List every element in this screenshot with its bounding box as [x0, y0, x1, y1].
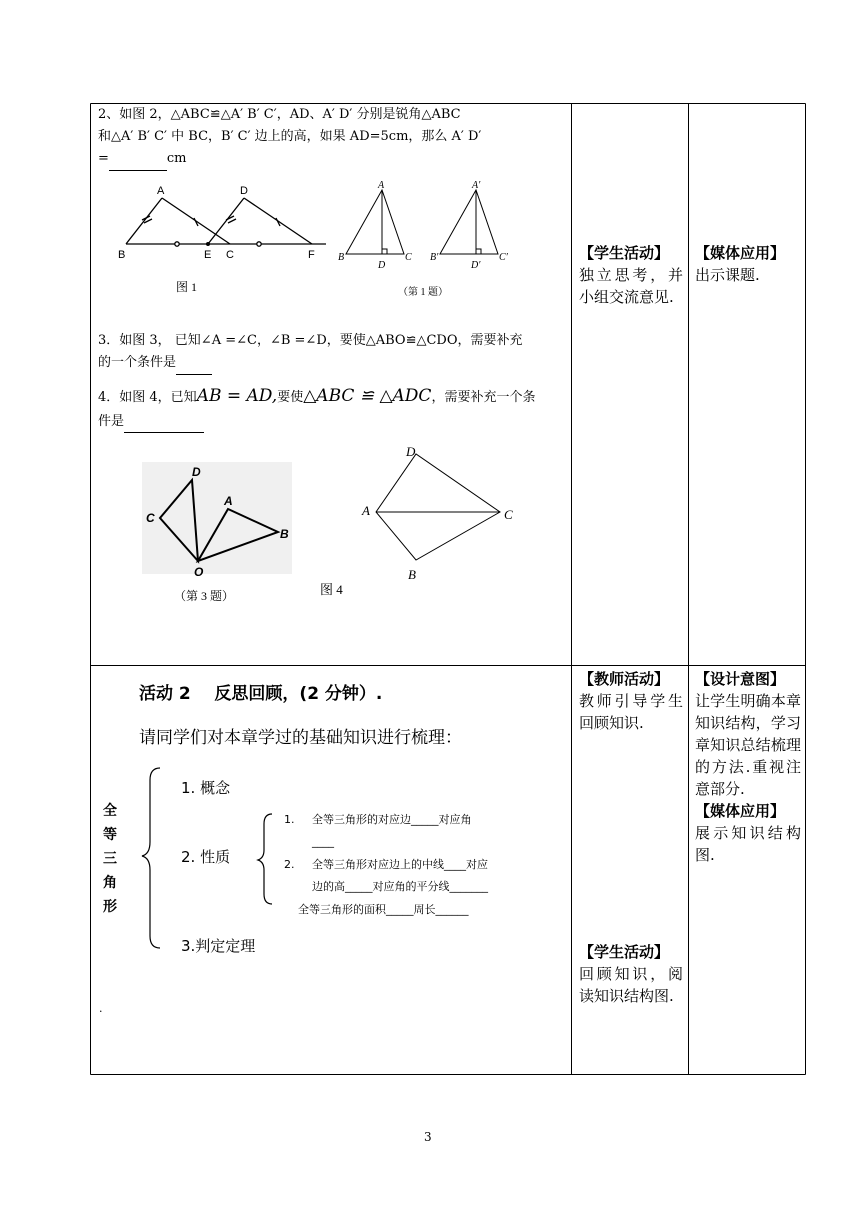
fig1-label-b: B — [118, 249, 126, 261]
fig3-label-b: B — [280, 527, 289, 541]
fig1-label-c: C — [226, 249, 234, 261]
mindmap-sub3: 全等三角形的面积_____周长______ — [298, 903, 469, 916]
teacher-activity-body: 教师引导学生回顾知识. — [579, 692, 683, 732]
figq1-label-d: D — [378, 260, 386, 271]
mindmap-sub2: 全等三角形对应边上的中线____对应 — [312, 858, 488, 871]
mindmap-root: 全 等 三 角 形 — [103, 803, 117, 915]
row2-student-activity — [579, 941, 683, 1007]
question-2 — [98, 104, 566, 171]
fig3-label-d: D — [192, 465, 201, 479]
student-activity-title: 【学生活动】 — [579, 244, 670, 262]
answer-blank[interactable] — [176, 352, 212, 375]
q2-line3: = cm — [98, 148, 566, 171]
fig4-label-d: D — [406, 444, 416, 459]
fig3-label-o: O — [194, 565, 204, 579]
fig4-caption: 图 4 — [320, 582, 343, 597]
figq1-label-c: C — [405, 252, 412, 263]
activity-2-intro: 请同学们对本章学过的基础知识进行梳理： — [139, 728, 462, 748]
activity-2-heading: 活动 2 反思回顾，(2 分钟）. — [139, 684, 383, 704]
media-application-title-2: 【媒体应用】 — [695, 802, 786, 820]
fig3-label-a: A — [224, 494, 233, 508]
media-application-title: 【媒体应用】 — [695, 244, 786, 262]
page-number: 3 — [424, 1130, 432, 1144]
q4-line1: 4．如图 4，已知AB = AD,要使△ABC ≌ △ADC，需要补充一个条 — [98, 386, 536, 406]
row2-dot: . — [99, 1002, 103, 1015]
figq1-label-b2: B′ — [430, 252, 439, 263]
mindmap-item-theorem: 3.判定定理 — [181, 937, 256, 955]
q2-line1: 2、如图 2，△ABC≌△A′ B′ C′，AD、A′ D′ 分别是锐角△ABC — [98, 107, 461, 122]
figure-3 — [140, 460, 312, 608]
fig4-label-b: B — [408, 567, 416, 582]
q4-line2: 件是 — [98, 412, 568, 433]
fig4-label-a: A — [362, 503, 370, 518]
fig1-label-d: D — [240, 185, 248, 197]
row2-design-intent — [695, 668, 801, 866]
mindmap-sub1-cont: ____ — [312, 835, 334, 848]
student-activity-body: 独立思考，并小组交流意见. — [579, 266, 683, 306]
design-intent-title: 【设计意图】 — [695, 670, 786, 688]
row2-teacher-activity — [579, 668, 683, 734]
q3-line2: 的一个条件是 — [98, 352, 568, 375]
q2-line2: 和△A′ B′ C′ 中 BC，B′ C′ 边上的高，如果 AD=5cm，那么 A′ D′ — [98, 129, 482, 144]
figure-q1 — [332, 176, 522, 300]
q4-math2: △ABC ≌ △ADC — [303, 386, 432, 406]
fig1-label-a: A — [157, 185, 165, 197]
figq1-label-a: A — [378, 180, 385, 191]
fig4-label-c: C — [504, 507, 513, 522]
sub-brace-icon — [258, 814, 272, 904]
fig1-caption: 图 1 — [176, 280, 198, 294]
mindmap-item-concept: 1. 概念 — [181, 779, 231, 797]
figure-4 — [318, 442, 528, 602]
mindmap-item-property: 2. 性质 — [181, 848, 231, 866]
mindmap-sub2-cont: 边的高_____对应角的平分线_______ — [312, 880, 488, 893]
figq1-label-c2: C′ — [499, 252, 508, 263]
q4-math1: AB = AD, — [196, 386, 278, 406]
answer-blank[interactable] — [124, 412, 204, 433]
row1-media-application — [695, 242, 801, 286]
q3-line1: 3．如图 3， 已知∠A =∠C，∠B =∠D，要使△ABO≌△CDO，需要补充 — [98, 333, 523, 348]
answer-blank[interactable] — [109, 148, 167, 171]
teacher-activity-title: 【教师活动】 — [579, 670, 670, 688]
figq1-label-a2: A′ — [472, 180, 481, 191]
student-activity-title-2: 【学生活动】 — [579, 943, 670, 961]
fig1-label-e: E — [204, 249, 212, 261]
fig3-caption: （第 3 题） — [174, 589, 235, 603]
student-activity-body-2: 回顾知识，阅读知识结构图. — [579, 965, 683, 1005]
fig1-label-f: F — [308, 249, 315, 261]
figq1-label-d2: D′ — [471, 260, 481, 271]
fig3-label-c: C — [146, 511, 155, 525]
design-intent-body: 让学生明确本章知识结构，学习章知识总结梳理的方法.重视注意部分. — [695, 692, 801, 798]
figq1-label-b: B — [338, 252, 345, 263]
main-brace-icon — [142, 768, 160, 948]
figq1-caption: （第 1 题） — [398, 287, 448, 298]
question-3 — [98, 330, 568, 375]
media-application-body: 出示课题. — [695, 266, 760, 284]
row1-student-activity — [579, 242, 683, 308]
mindmap-sub2-num: 2. — [284, 858, 295, 871]
media-application-body-2: 展示知识结构图. — [695, 824, 801, 864]
figure-1 — [110, 178, 332, 298]
question-4 — [98, 382, 568, 433]
mindmap-sub1-num: 1. — [284, 813, 295, 826]
mindmap-sub1: 全等三角形的对应边_____对应角 — [312, 813, 472, 826]
